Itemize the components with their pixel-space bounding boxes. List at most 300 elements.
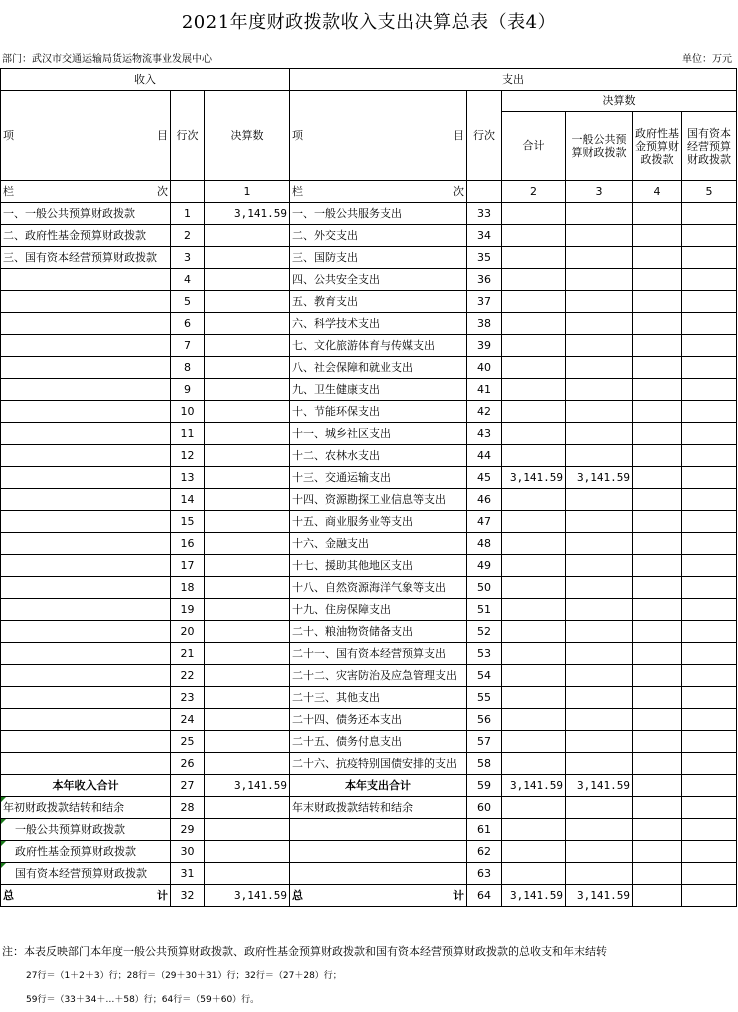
income-row-no: 1 xyxy=(171,203,205,225)
expense-value xyxy=(633,797,682,819)
income-item xyxy=(1,335,171,357)
expense-value xyxy=(502,863,566,885)
expense-value xyxy=(633,863,682,885)
income-row-no: 17 xyxy=(171,555,205,577)
expense-total xyxy=(502,203,566,225)
expense-row-no: 61 xyxy=(467,819,502,841)
income-item xyxy=(1,533,171,555)
income-item: 政府性基金预算财政拨款 xyxy=(1,841,171,863)
expense-item xyxy=(290,841,467,863)
expense-state xyxy=(682,753,737,775)
expense-fund xyxy=(633,225,682,247)
expense-row-no: 53 xyxy=(467,643,502,665)
income-item xyxy=(1,577,171,599)
expense-total xyxy=(502,643,566,665)
income-row-no: 19 xyxy=(171,599,205,621)
income-item xyxy=(1,445,171,467)
expense-value xyxy=(566,819,633,841)
table-row xyxy=(1,357,737,379)
income-row-no: 18 xyxy=(171,577,205,599)
income-row-no: 27 xyxy=(171,775,205,797)
income-amount xyxy=(205,665,290,687)
table-row xyxy=(1,489,737,511)
carry-row xyxy=(1,797,737,819)
income-amount xyxy=(205,269,290,291)
expense-state xyxy=(682,555,737,577)
income-row-no: 28 xyxy=(171,797,205,819)
expense-state xyxy=(682,379,737,401)
expense-row-no: 60 xyxy=(467,797,502,819)
expense-fund xyxy=(633,885,682,907)
expense-state xyxy=(682,577,737,599)
expense-value xyxy=(502,797,566,819)
expense-row-no: 57 xyxy=(467,731,502,753)
expense-total xyxy=(502,555,566,577)
expense-item: 十八、自然资源海洋气象等支出 xyxy=(290,577,467,599)
income-item: 国有资本经营预算财政拨款 xyxy=(1,863,171,885)
expense-fund xyxy=(633,511,682,533)
note-line: 注：本表反映部门本年度一般公共预算财政拨款、政府性基金预算财政拨款和国有资本经营预算财政拨款的总收支和年末结转 xyxy=(2,945,607,958)
expense-item: 九、卫生健康支出 xyxy=(290,379,467,401)
expense-general xyxy=(566,401,633,423)
expense-item: 十二、农林水支出 xyxy=(290,445,467,467)
expense-general xyxy=(566,203,633,225)
expense-state xyxy=(682,599,737,621)
income-item xyxy=(1,269,171,291)
income-grand-label: 总 计 xyxy=(1,885,171,907)
expense-value xyxy=(682,819,737,841)
expense-row-no: 40 xyxy=(467,357,502,379)
table-row xyxy=(1,203,737,225)
fund-header: 政府性基金预算财政拨款 xyxy=(633,112,682,181)
income-row-no: 25 xyxy=(171,731,205,753)
expense-fund xyxy=(633,731,682,753)
income-item xyxy=(1,621,171,643)
table-row xyxy=(1,709,737,731)
header-row-2 xyxy=(1,91,737,112)
income-item xyxy=(1,731,171,753)
expense-item: 二十、粮油物资储备支出 xyxy=(290,621,467,643)
expense-total xyxy=(502,401,566,423)
expense-row-no: 63 xyxy=(467,863,502,885)
income-row-no: 32 xyxy=(171,885,205,907)
expense-row-no: 35 xyxy=(467,247,502,269)
expense-item: 十六、金融支出 xyxy=(290,533,467,555)
header-row-1 xyxy=(1,69,737,91)
grand-total-row xyxy=(1,885,737,907)
expense-row-no: 47 xyxy=(467,511,502,533)
expense-item: 十五、商业服务业等支出 xyxy=(290,511,467,533)
expense-item: 二十二、灾害防治及应急管理支出 xyxy=(290,665,467,687)
expense-general xyxy=(566,533,633,555)
income-item: 二、政府性基金预算财政拨款 xyxy=(1,225,171,247)
expense-row-no: 54 xyxy=(467,665,502,687)
expense-general xyxy=(566,665,633,687)
expense-value xyxy=(682,797,737,819)
expense-row-no: 59 xyxy=(467,775,502,797)
expense-fund xyxy=(633,313,682,335)
income-amount xyxy=(205,731,290,753)
expense-fund xyxy=(633,445,682,467)
expense-general xyxy=(566,555,633,577)
expense-item xyxy=(290,863,467,885)
notes xyxy=(2,940,607,1012)
unit-label: 单位：万元 xyxy=(682,54,732,65)
income-item-header: 项 目 xyxy=(1,91,171,181)
income-row-no: 22 xyxy=(171,665,205,687)
general-header: 一般公共预算财政拨款 xyxy=(566,112,633,181)
income-amount xyxy=(205,379,290,401)
expense-value xyxy=(633,819,682,841)
expense-fund xyxy=(633,687,682,709)
income-item xyxy=(1,313,171,335)
income-item xyxy=(1,687,171,709)
expense-row-no: 55 xyxy=(467,687,502,709)
expense-general xyxy=(566,643,633,665)
expense-fund xyxy=(633,621,682,643)
expense-total: 3,141.59 xyxy=(502,885,566,907)
expense-total xyxy=(502,335,566,357)
expense-fund xyxy=(633,533,682,555)
income-row-no: 5 xyxy=(171,291,205,313)
expense-item: 二十一、国有资本经营预算支出 xyxy=(290,643,467,665)
expense-state xyxy=(682,709,737,731)
income-row-no: 29 xyxy=(171,819,205,841)
expense-item: 五、教育支出 xyxy=(290,291,467,313)
expense-fund xyxy=(633,599,682,621)
expense-total xyxy=(502,665,566,687)
income-row-no: 7 xyxy=(171,335,205,357)
expense-row-no: 49 xyxy=(467,555,502,577)
expense-total xyxy=(502,687,566,709)
expense-state xyxy=(682,533,737,555)
income-amount xyxy=(205,225,290,247)
expense-item: 十三、交通运输支出 xyxy=(290,467,467,489)
expense-fund xyxy=(633,489,682,511)
expense-grand-label: 总 计 xyxy=(290,885,467,907)
expense-item: 二十三、其他支出 xyxy=(290,687,467,709)
expense-general xyxy=(566,577,633,599)
expense-total xyxy=(502,291,566,313)
expense-fund xyxy=(633,665,682,687)
note-line: 59行＝（33＋34＋…＋58）行；64行＝（59＋60）行。 xyxy=(26,995,260,1005)
income-row-no: 9 xyxy=(171,379,205,401)
income-row-no: 31 xyxy=(171,863,205,885)
income-amount-header: 决算数 xyxy=(205,91,290,181)
expense-row-no: 64 xyxy=(467,885,502,907)
expense-row-no: 36 xyxy=(467,269,502,291)
income-amount xyxy=(205,533,290,555)
expense-fund xyxy=(633,379,682,401)
expense-item: 十九、住房保障支出 xyxy=(290,599,467,621)
expense-general xyxy=(566,709,633,731)
expense-value xyxy=(502,841,566,863)
expense-value xyxy=(502,819,566,841)
expense-total xyxy=(502,731,566,753)
expense-state xyxy=(682,357,737,379)
expense-general xyxy=(566,357,633,379)
income-amount: 3,141.59 xyxy=(205,775,290,797)
table-row xyxy=(1,621,737,643)
income-row-no: 30 xyxy=(171,841,205,863)
income-amount: 3,141.59 xyxy=(205,885,290,907)
expense-state xyxy=(682,621,737,643)
income-item: 三、国有资本经营预算财政拨款 xyxy=(1,247,171,269)
table-row xyxy=(1,225,737,247)
income-item xyxy=(1,489,171,511)
expense-total: 3,141.59 xyxy=(502,467,566,489)
income-row-no: 4 xyxy=(171,269,205,291)
expense-fund xyxy=(633,291,682,313)
table-row xyxy=(1,247,737,269)
expense-state xyxy=(682,445,737,467)
table-row xyxy=(1,445,737,467)
expense-general xyxy=(566,489,633,511)
expense-total xyxy=(502,225,566,247)
column-index-label: 栏 次 xyxy=(290,181,467,203)
income-row-no: 20 xyxy=(171,621,205,643)
expense-item: 十四、资源勘探工业信息等支出 xyxy=(290,489,467,511)
table-row xyxy=(1,577,737,599)
income-item: 一般公共预算财政拨款 xyxy=(1,819,171,841)
expense-fund xyxy=(633,775,682,797)
total-header: 合计 xyxy=(502,112,566,181)
expense-state xyxy=(682,489,737,511)
income-amount xyxy=(205,577,290,599)
income-item xyxy=(1,753,171,775)
expense-state xyxy=(682,885,737,907)
expense-fund xyxy=(633,247,682,269)
income-total-label: 本年收入合计 xyxy=(1,775,171,797)
income-item xyxy=(1,511,171,533)
budget-header: 决算数 xyxy=(502,91,737,112)
income-item xyxy=(1,643,171,665)
income-row-no: 6 xyxy=(171,313,205,335)
table-row xyxy=(1,291,737,313)
expense-row-no: 42 xyxy=(467,401,502,423)
expense-total xyxy=(502,247,566,269)
expense-general xyxy=(566,291,633,313)
income-amount xyxy=(205,621,290,643)
expense-general xyxy=(566,599,633,621)
table-row xyxy=(1,731,737,753)
expense-total xyxy=(502,577,566,599)
expense-item: 三、国防支出 xyxy=(290,247,467,269)
expense-item: 二十四、债务还本支出 xyxy=(290,709,467,731)
expense-total xyxy=(502,533,566,555)
income-amount xyxy=(205,445,290,467)
expense-row-no: 41 xyxy=(467,379,502,401)
page-title: 2021年度财政拨款收入支出决算总表（表4） xyxy=(181,12,557,33)
income-amount xyxy=(205,687,290,709)
expense-state xyxy=(682,467,737,489)
income-row-no: 26 xyxy=(171,753,205,775)
expense-fund xyxy=(633,643,682,665)
expense-general xyxy=(566,225,633,247)
expense-total xyxy=(502,423,566,445)
expense-header: 支出 xyxy=(290,69,737,91)
expense-total xyxy=(502,357,566,379)
expense-row-no: 48 xyxy=(467,533,502,555)
expense-item-header: 项 目 xyxy=(290,91,467,181)
expense-state xyxy=(682,313,737,335)
table-row xyxy=(1,665,737,687)
expense-general xyxy=(566,753,633,775)
expense-value xyxy=(682,841,737,863)
income-amount xyxy=(205,423,290,445)
expense-general xyxy=(566,445,633,467)
table-row xyxy=(1,533,737,555)
table-row xyxy=(1,335,737,357)
expense-value xyxy=(566,797,633,819)
income-row-no: 16 xyxy=(171,533,205,555)
expense-general: 3,141.59 xyxy=(566,467,633,489)
expense-fund xyxy=(633,423,682,445)
income-row-no: 8 xyxy=(171,357,205,379)
expense-item xyxy=(290,819,467,841)
expense-row-no: 45 xyxy=(467,467,502,489)
table-row xyxy=(1,467,737,489)
expense-state xyxy=(682,665,737,687)
income-item xyxy=(1,599,171,621)
expense-item: 一、一般公共服务支出 xyxy=(290,203,467,225)
income-item xyxy=(1,357,171,379)
expense-item: 七、文化旅游体育与传媒支出 xyxy=(290,335,467,357)
income-item xyxy=(1,401,171,423)
expense-row-no: 43 xyxy=(467,423,502,445)
expense-row-no: 51 xyxy=(467,599,502,621)
expense-state xyxy=(682,203,737,225)
table-row xyxy=(1,269,737,291)
table-row xyxy=(1,643,737,665)
expense-total xyxy=(502,621,566,643)
table-row xyxy=(1,687,737,709)
expense-row-no: 33 xyxy=(467,203,502,225)
income-row-no: 15 xyxy=(171,511,205,533)
expense-general xyxy=(566,511,633,533)
expense-value xyxy=(566,863,633,885)
expense-general xyxy=(566,247,633,269)
expense-total xyxy=(502,709,566,731)
carry-row xyxy=(1,841,737,863)
income-row-no: 23 xyxy=(171,687,205,709)
expense-fund xyxy=(633,401,682,423)
expense-row-no: 38 xyxy=(467,313,502,335)
expense-item: 年末财政拨款结转和结余 xyxy=(290,797,467,819)
expense-fund xyxy=(633,709,682,731)
income-header: 收入 xyxy=(1,69,290,91)
expense-fund xyxy=(633,357,682,379)
income-item xyxy=(1,379,171,401)
income-item: 年初财政拨款结转和结余 xyxy=(1,797,171,819)
expense-fund xyxy=(633,335,682,357)
expense-total xyxy=(502,489,566,511)
income-item xyxy=(1,467,171,489)
income-amount xyxy=(205,643,290,665)
income-amount: 3,141.59 xyxy=(205,203,290,225)
income-item xyxy=(1,423,171,445)
income-amount xyxy=(205,291,290,313)
income-amount xyxy=(205,357,290,379)
income-row-no: 21 xyxy=(171,643,205,665)
income-amount xyxy=(205,555,290,577)
expense-item: 二十五、债务付息支出 xyxy=(290,731,467,753)
income-amount xyxy=(205,511,290,533)
total-row xyxy=(1,775,737,797)
income-amount xyxy=(205,401,290,423)
expense-general: 3,141.59 xyxy=(566,885,633,907)
budget-table xyxy=(0,68,737,907)
expense-item: 十、节能环保支出 xyxy=(290,401,467,423)
table-row xyxy=(1,555,737,577)
carry-row xyxy=(1,819,737,841)
table-row xyxy=(1,313,737,335)
expense-total xyxy=(502,445,566,467)
income-amount xyxy=(205,489,290,511)
income-row-no: 12 xyxy=(171,445,205,467)
income-row-no: 2 xyxy=(171,225,205,247)
expense-state xyxy=(682,511,737,533)
income-amount xyxy=(205,841,290,863)
expense-total xyxy=(502,269,566,291)
expense-item: 十七、援助其他地区支出 xyxy=(290,555,467,577)
expense-general: 3,141.59 xyxy=(566,775,633,797)
table-row xyxy=(1,753,737,775)
expense-row-no: 39 xyxy=(467,335,502,357)
table-row xyxy=(1,423,737,445)
expense-state xyxy=(682,291,737,313)
expense-state xyxy=(682,225,737,247)
expense-state xyxy=(682,687,737,709)
expense-total xyxy=(502,379,566,401)
expense-state xyxy=(682,643,737,665)
income-amount xyxy=(205,709,290,731)
expense-total: 3,141.59 xyxy=(502,775,566,797)
income-amount xyxy=(205,247,290,269)
expense-general xyxy=(566,313,633,335)
expense-state xyxy=(682,269,737,291)
expense-general xyxy=(566,621,633,643)
expense-item: 二、外交支出 xyxy=(290,225,467,247)
table-row xyxy=(1,511,737,533)
expense-row-no: 56 xyxy=(467,709,502,731)
expense-general xyxy=(566,731,633,753)
income-row-no-header: 行次 xyxy=(171,91,205,181)
expense-total xyxy=(502,313,566,335)
expense-row-no: 37 xyxy=(467,291,502,313)
income-amount xyxy=(205,819,290,841)
expense-row-no: 50 xyxy=(467,577,502,599)
column-index-row: 栏 次 1 栏 次 2 3 4 5 xyxy=(1,181,737,203)
note-line: 27行＝（1＋2＋3）行；28行＝（29＋30＋31）行；32行＝（27＋28）行； xyxy=(26,971,342,981)
expense-row-no: 62 xyxy=(467,841,502,863)
expense-general xyxy=(566,687,633,709)
table-row xyxy=(1,599,737,621)
expense-item: 八、社会保障和就业支出 xyxy=(290,357,467,379)
income-amount xyxy=(205,797,290,819)
department-label: 部门：武汉市交通运输局货运物流事业发展中心 xyxy=(2,54,212,65)
expense-item: 十一、城乡社区支出 xyxy=(290,423,467,445)
expense-row-no: 58 xyxy=(467,753,502,775)
column-index-label: 栏 次 xyxy=(1,181,171,203)
expense-state xyxy=(682,401,737,423)
income-amount xyxy=(205,863,290,885)
income-row-no: 14 xyxy=(171,489,205,511)
expense-fund xyxy=(633,203,682,225)
income-amount xyxy=(205,313,290,335)
expense-general xyxy=(566,269,633,291)
expense-fund xyxy=(633,555,682,577)
